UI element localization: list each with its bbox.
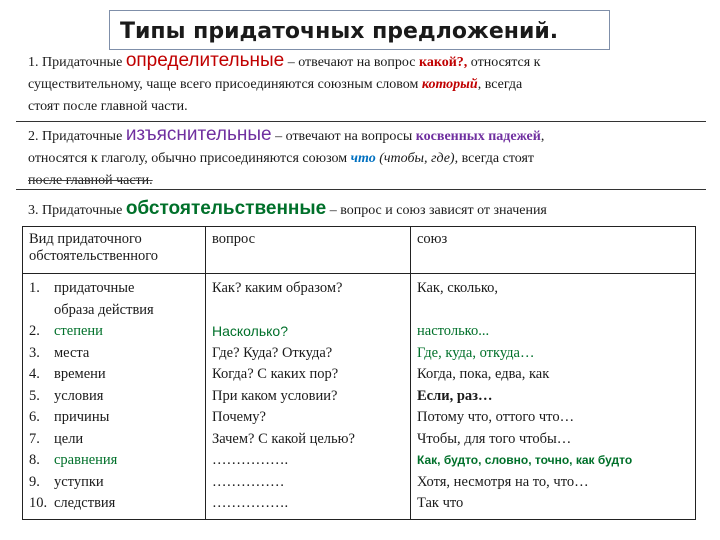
- list-item: [29, 386, 199, 408]
- p2-text-a: 2. Придаточные: [28, 129, 126, 144]
- p2-text-b: – отвечают на вопросы: [271, 129, 416, 144]
- p2-paren: (чтобы, где): [375, 151, 455, 166]
- list-item: Почему?: [212, 409, 266, 425]
- item-number: 2.: [29, 323, 40, 339]
- list-item: [29, 450, 199, 472]
- p1-line2-b: , всегда: [477, 77, 523, 92]
- table-body-row: [23, 274, 696, 520]
- item-label: придаточные: [54, 280, 135, 296]
- list-item: [212, 300, 404, 322]
- list-item: ……………: [212, 473, 285, 490]
- p3-text-b: – вопрос и союз зависят от значения: [326, 203, 547, 218]
- p2-union: что: [350, 151, 376, 166]
- p2-keyword: изъяснительные: [125, 124, 272, 145]
- p2-line2-b: , всегда стоят: [454, 151, 535, 166]
- p1-text-a: 1. Придаточные: [28, 55, 126, 70]
- list-item: Как, сколько,: [417, 280, 499, 296]
- list-item: [29, 364, 199, 386]
- item-label: причины: [54, 409, 110, 425]
- item-number: 8.: [29, 452, 40, 468]
- p3-keyword: обстоятельственные: [125, 198, 327, 219]
- list-item: Зачем? С какой целью?: [212, 430, 355, 447]
- item-number: 4.: [29, 366, 40, 382]
- list-item: [29, 343, 199, 365]
- list-item: [29, 429, 199, 451]
- item-label: степени: [54, 323, 103, 339]
- header-question: вопрос: [206, 227, 411, 274]
- p1-text-b: – отвечают на вопрос: [284, 55, 419, 70]
- page-title: Типы придаточных предложений.: [109, 10, 610, 50]
- questions-cell: [206, 274, 411, 520]
- p2-line2-a: относятся к глаголу, обычно присоединяются союзом: [28, 151, 351, 166]
- header-union: союз: [411, 227, 696, 274]
- item-number: 10.: [29, 495, 48, 511]
- list-item: [29, 493, 199, 515]
- unions-cell: [411, 274, 696, 520]
- p1-line3: стоят после главной части.: [28, 99, 188, 114]
- list-item: Хотя, несмотря на то, что…: [417, 473, 589, 490]
- list-item: Когда, пока, едва, как: [417, 366, 550, 382]
- item-label: уступки: [54, 473, 104, 490]
- divider-2: [16, 189, 706, 190]
- item-label: места: [54, 344, 90, 361]
- list-item: Как? каким образом?: [212, 280, 343, 296]
- item-label: сравнения: [54, 452, 118, 468]
- item-label: условия: [54, 387, 104, 404]
- list-item: [29, 278, 199, 300]
- item-number: 3.: [29, 344, 40, 361]
- list-item: Как, будто, словно, точно, как будто: [417, 453, 633, 467]
- list-item: Где? Куда? Откуда?: [212, 344, 333, 361]
- p2-text-c: ,: [540, 129, 545, 144]
- item-label: времени: [54, 366, 106, 382]
- list-item: Когда? С каких пор?: [212, 366, 339, 382]
- list-item: …………….: [212, 495, 289, 511]
- paragraph-adverbial: [28, 198, 708, 222]
- item-label: цели: [54, 430, 84, 447]
- list-item: Где, куда, откуда…: [417, 344, 535, 361]
- list-item: Так что: [417, 495, 464, 511]
- list-item: Потому что, оттого что…: [417, 409, 575, 425]
- p1-text-c: относятся к: [467, 55, 541, 70]
- item-number: 5.: [29, 387, 40, 404]
- list-item: [29, 472, 199, 494]
- adverbial-clauses-table: [22, 226, 696, 520]
- list-item: настолько...: [417, 323, 490, 339]
- list-item: [29, 300, 199, 322]
- types-cell: [23, 274, 206, 520]
- list-item: …………….: [212, 452, 289, 468]
- p1-keyword: определительные: [125, 50, 285, 71]
- item-number: 7.: [29, 430, 40, 447]
- p1-line2-a: существительному, чаще всего присоединяются союзным словом: [28, 77, 422, 92]
- item-number: 1.: [29, 280, 40, 296]
- item-number: 9.: [29, 473, 40, 490]
- list-item: Чтобы, для того чтобы…: [417, 430, 572, 447]
- header-type: Вид придаточного обстоятельственного: [23, 227, 206, 274]
- p1-union-word: который: [421, 77, 478, 92]
- item-number: 6.: [29, 409, 40, 425]
- p2-question: косвенных падежей: [415, 129, 541, 144]
- list-item: При каком условии?: [212, 387, 338, 404]
- paragraph-explanatory: [28, 124, 708, 192]
- item-label: следствия: [54, 495, 116, 511]
- p2-line3: после главной части.: [28, 173, 153, 188]
- paragraph-attributive: [28, 50, 708, 118]
- list-item: [417, 300, 689, 322]
- p3-text-a: 3. Придаточные: [28, 203, 126, 218]
- list-item: Насколько?: [212, 323, 288, 339]
- list-item: [29, 407, 199, 429]
- table-header-row: [23, 227, 696, 274]
- p1-question: какой?,: [418, 55, 468, 70]
- list-item: [29, 321, 199, 343]
- item-label: образа действия: [54, 301, 154, 318]
- list-item: Если, раз…: [417, 387, 493, 404]
- divider-1: [16, 121, 706, 122]
